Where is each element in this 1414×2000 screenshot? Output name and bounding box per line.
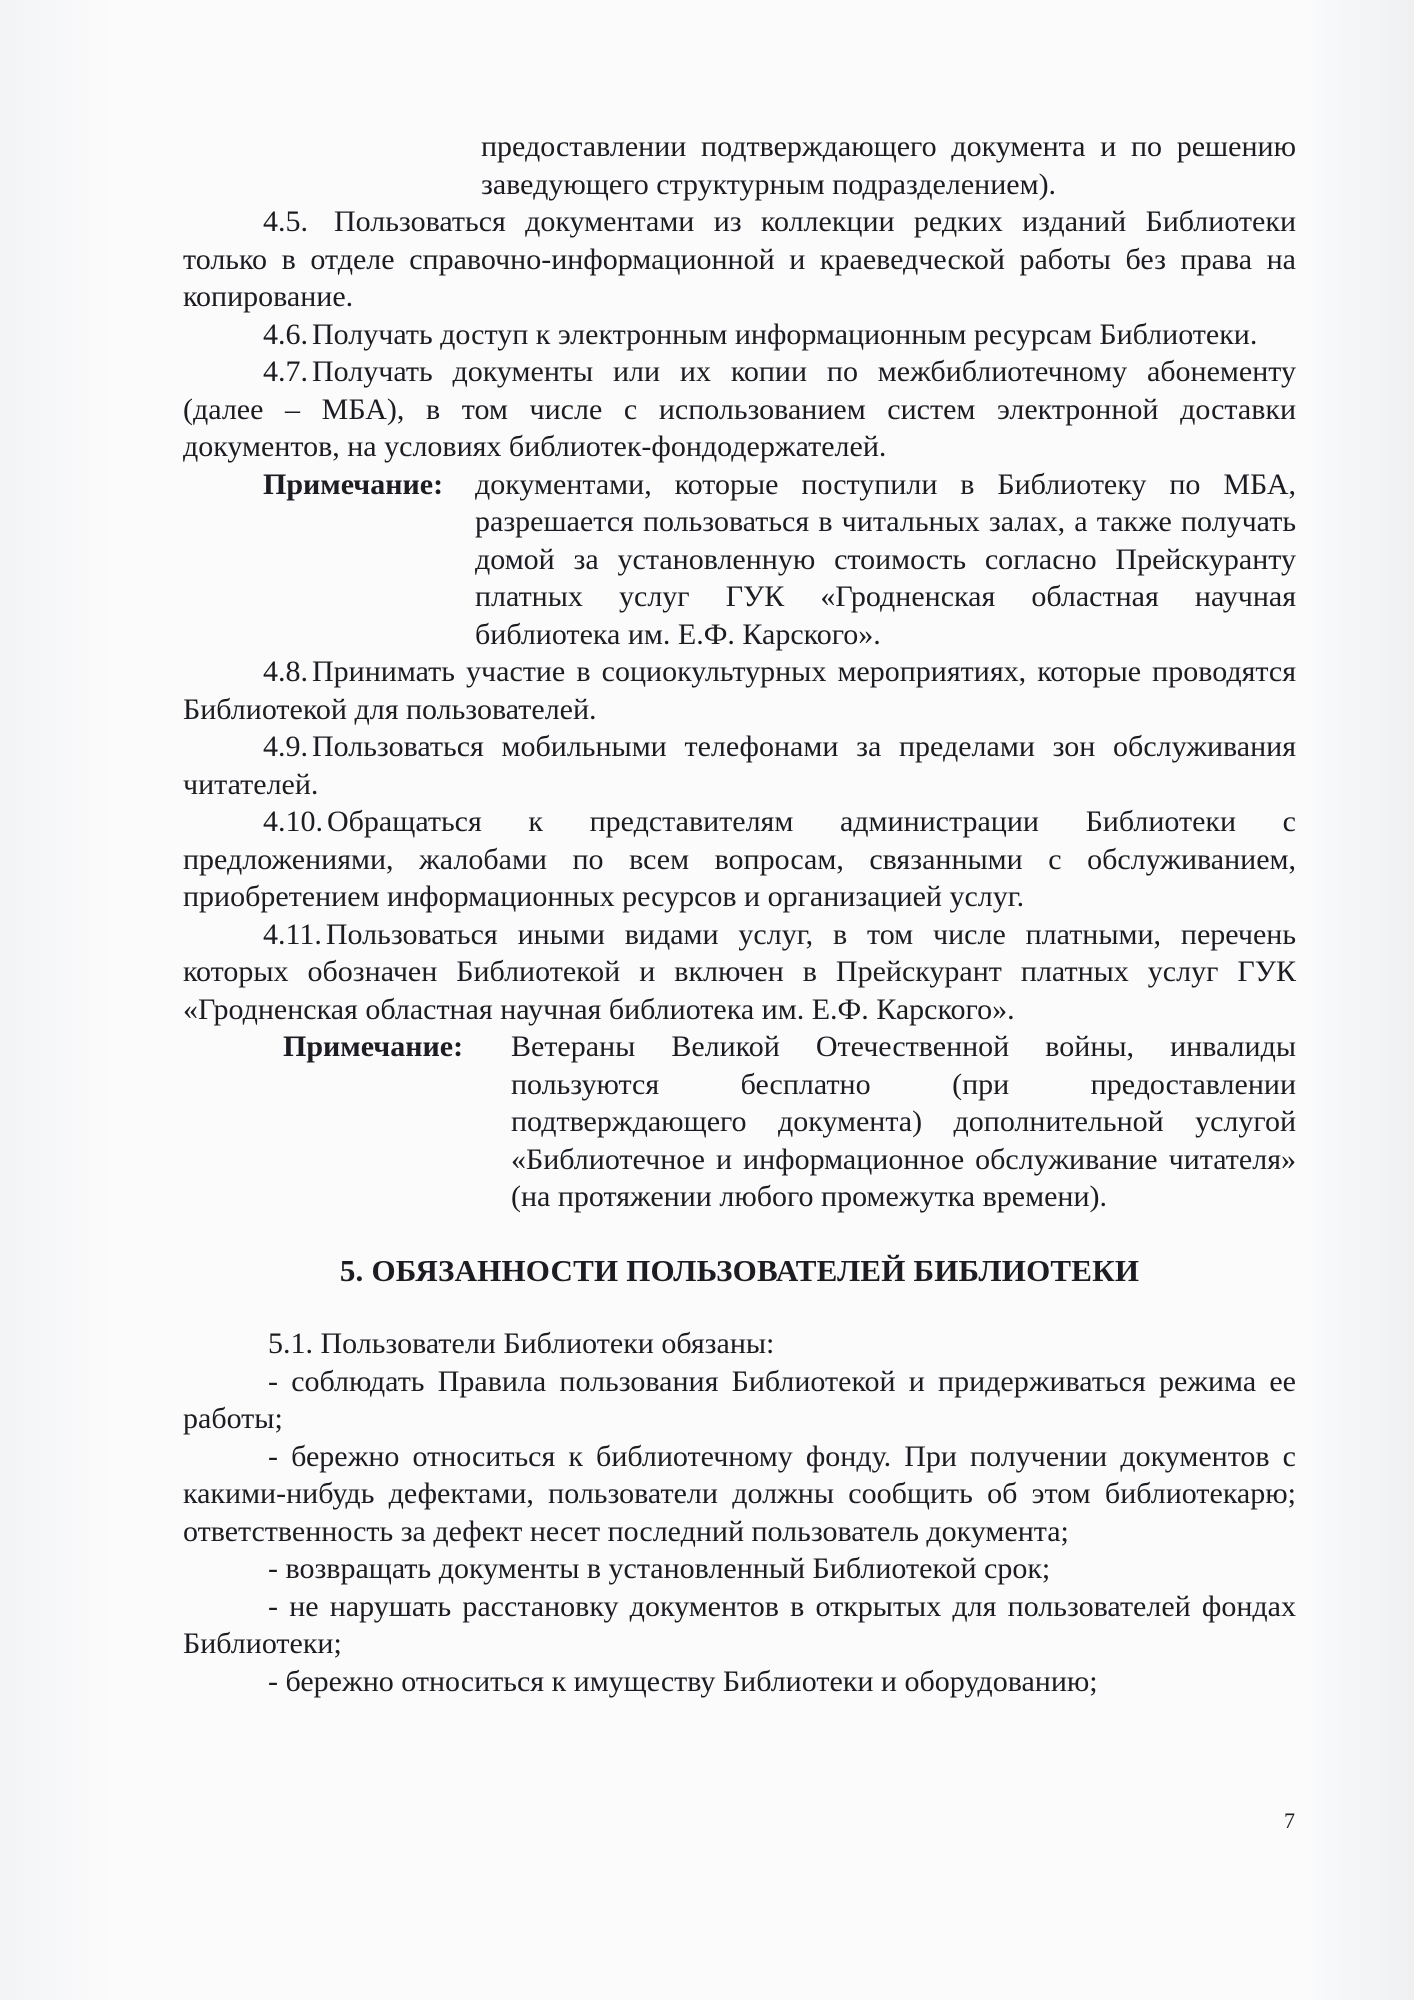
clause-4-9 <box>183 728 1296 803</box>
clause-number: 4.5. <box>263 205 308 238</box>
clause-text: Пользоваться документами из коллекции редких изданий Библиотеки только в отделе справочно-информационной и краеведческой работы без права на копирование. <box>183 205 1296 313</box>
clause-text: Пользоваться иными видами услуг, в том числе платными, перечень которых обозначен Библиотекой и включен в Прейскурант платных услуг ГУК «Гродненская областная научная библиотека им. Е.Ф. Карского». <box>183 917 1296 1026</box>
note-block-2 <box>183 1028 1296 1216</box>
note-label: Примечание: <box>283 1030 464 1063</box>
duty-item: - соблюдать Правила пользования Библиотекой и придерживаться режима ее работы; <box>183 1364 1296 1435</box>
clause-number: 4.10. <box>263 805 323 838</box>
duty-item: - возвращать документы в установленный Библиотекой срок; <box>268 1552 1051 1585</box>
clause-4-5 <box>183 203 1296 316</box>
continuation-text: предоставлении подтверждающего документа и по решению заведующего структурным подразделением). <box>481 130 1296 201</box>
duty-item: - бережно относиться к имуществу Библиотеки и оборудованию; <box>268 1664 1098 1698</box>
clause-number: 4.8. <box>263 655 308 688</box>
note-label: Примечание: <box>263 467 444 501</box>
clause-4-11 <box>183 916 1296 1029</box>
clause-4-7 <box>183 353 1296 466</box>
page-number: 7 <box>1284 1808 1295 1833</box>
clause-text: Получать доступ к электронным информационным ресурсам Библиотеки. <box>312 317 1258 351</box>
duty-item: - бережно относиться к библиотечному фонду. При получении документов с какими-нибудь дефектами, пользователи должны сообщить об этом библиотекарю; ответственность за дефект несет последний пользователь документа; <box>183 1439 1296 1548</box>
clause-text: Пользоваться мобильными телефонами за пределами зон обслуживания читателей. <box>183 730 1296 801</box>
clause-number: 4.11. <box>263 917 322 951</box>
clause-text: Получать документы или их копии по межбиблиотечному абонементу (далее – МБА), в том числе с использованием систем электронной доставки документов, на условиях библиотек-фондодержателей. <box>183 355 1296 463</box>
clause-text: Обращаться к представителям администрации Библиотеки с предложениями, жалобами по всем вопросам, связанными с обслуживанием, приобретением информационных ресурсов и организацией услуг. <box>183 805 1296 913</box>
duty-item: - не нарушать расстановку документов в открытых для пользователей фондах Библиотеки; <box>183 1589 1296 1660</box>
clause-number: 4.7. <box>263 355 308 388</box>
section-5-heading: 5. ОБЯЗАННОСТИ ПОЛЬЗОВАТЕЛЕЙ БИБЛИОТЕКИ <box>339 1252 1140 1288</box>
clause-number: 4.6. <box>263 317 308 351</box>
note-text: документами, которые поступили в Библиотеку по МБА, разрешается пользоваться в читальных залах, а также получать домой за установленную стоимость согласно Прейскуранту платных услуг ГУК «Гродненская областная научная библиотека им. Е.Ф. Карского». <box>475 467 1296 651</box>
clause-4-10 <box>183 803 1296 916</box>
document-body <box>183 128 1296 1700</box>
note-block-1 <box>183 466 1296 654</box>
clause-text: Принимать участие в социокультурных мероприятиях, которые проводятся Библиотекой для пользователей. <box>183 655 1296 726</box>
clause-4-6 <box>183 316 1296 354</box>
clause-number: 4.9. <box>263 730 308 763</box>
clause-5-1: 5.1. Пользователи Библиотеки обязаны: <box>268 1327 775 1360</box>
clause-4-8 <box>183 653 1296 728</box>
note-text: Ветераны Великой Отечественной войны, инвалиды пользуются бесплатно (при предоставлении подтверждающего документа) дополнительной услугой «Библиотечное и информационное обслуживание читателя» (на протяжении любого промежутка времени). <box>511 1030 1296 1213</box>
